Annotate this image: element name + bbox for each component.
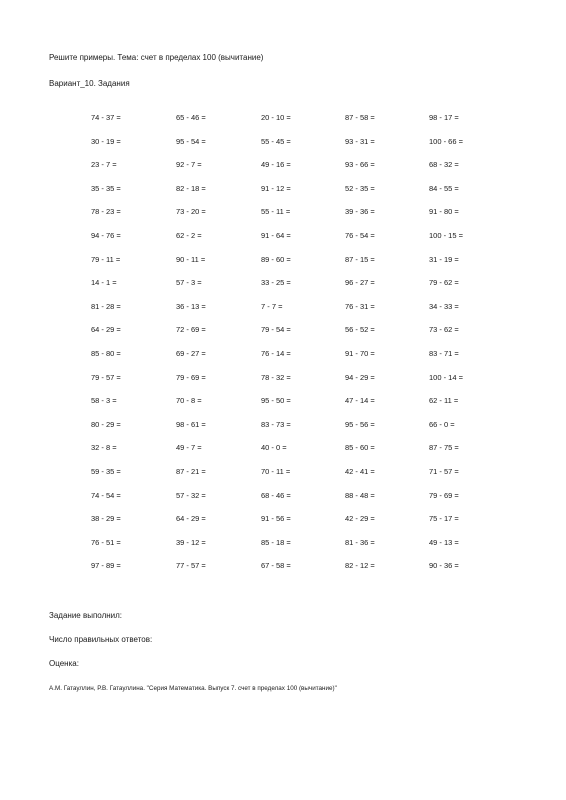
problem-cell: 39 - 36 = [345, 207, 375, 217]
variant-heading: Вариант_10. Задания [49, 79, 130, 88]
problem-cell: 89 - 60 = [261, 254, 291, 264]
problem-cell: 64 - 29 = [91, 325, 121, 335]
problem-cell: 39 - 12 = [176, 537, 206, 547]
problem-cell: 40 - 0 = [261, 443, 287, 453]
problem-cell: 38 - 29 = [91, 514, 121, 524]
problem-cell: 36 - 13 = [176, 301, 206, 311]
problem-cell: 85 - 60 = [345, 443, 375, 453]
problem-cell: 93 - 66 = [345, 160, 375, 170]
problem-cell: 56 - 52 = [345, 325, 375, 335]
problem-cell: 79 - 57 = [91, 372, 121, 382]
problem-cell: 91 - 64 = [261, 230, 291, 240]
problem-cell: 69 - 27 = [176, 348, 206, 358]
problem-cell: 92 - 7 = [176, 160, 202, 170]
problem-cell: 76 - 31 = [345, 301, 375, 311]
problem-cell: 90 - 36 = [429, 561, 459, 571]
problem-cell: 82 - 18 = [176, 183, 206, 193]
problem-cell: 77 - 57 = [176, 561, 206, 571]
problem-cell: 71 - 57 = [429, 466, 459, 476]
problem-cell: 95 - 50 = [261, 396, 291, 406]
problem-cell: 20 - 10 = [261, 113, 291, 122]
problem-cell: 55 - 11 = [261, 207, 291, 217]
problem-cell: 81 - 36 = [345, 537, 375, 547]
problem-cell: 84 - 55 = [429, 183, 459, 193]
problem-cell: 79 - 69 = [429, 490, 459, 500]
problem-cell: 91 - 70 = [345, 348, 375, 358]
problem-cell: 83 - 71 = [429, 348, 459, 358]
problem-cell: 78 - 32 = [261, 372, 291, 382]
problem-cell: 57 - 32 = [176, 490, 206, 500]
problem-cell: 66 - 0 = [429, 419, 455, 429]
problem-cell: 87 - 15 = [345, 254, 375, 264]
problem-cell: 100 - 66 = [429, 136, 463, 146]
completed-by-label: Задание выполнил: [49, 611, 123, 620]
problem-cell: 73 - 20 = [176, 207, 206, 217]
problem-cell: 98 - 61 = [176, 419, 206, 429]
problem-cell: 87 - 58 = [345, 113, 375, 122]
problem-cell: 81 - 28 = [91, 301, 121, 311]
problem-cell: 78 - 23 = [91, 207, 121, 217]
problem-cell: 65 - 46 = [176, 113, 206, 122]
problem-cell: 70 - 8 = [176, 396, 202, 406]
problem-cell: 76 - 14 = [261, 348, 291, 358]
problem-cell: 55 - 45 = [261, 136, 291, 146]
problem-grid [91, 113, 531, 585]
problem-cell: 76 - 51 = [91, 537, 121, 547]
problem-cell: 64 - 29 = [176, 514, 206, 524]
problem-cell: 62 - 2 = [176, 230, 202, 240]
problem-cell: 91 - 56 = [261, 514, 291, 524]
problem-cell: 52 - 35 = [345, 183, 375, 193]
problem-cell: 72 - 69 = [176, 325, 206, 335]
problem-cell: 83 - 73 = [261, 419, 291, 429]
problem-cell: 96 - 27 = [345, 278, 375, 288]
problem-cell: 33 - 25 = [261, 278, 291, 288]
problem-cell: 79 - 62 = [429, 278, 459, 288]
problem-cell: 82 - 12 = [345, 561, 375, 571]
problem-cell: 80 - 29 = [91, 419, 121, 429]
problem-cell: 87 - 75 = [429, 443, 459, 453]
problem-cell: 34 - 33 = [429, 301, 459, 311]
problem-cell: 23 - 7 = [91, 160, 117, 170]
problem-cell: 32 - 8 = [91, 443, 117, 453]
problem-cell: 74 - 54 = [91, 490, 121, 500]
problem-cell: 85 - 18 = [261, 537, 291, 547]
problem-cell: 91 - 12 = [261, 183, 291, 193]
problem-cell: 49 - 7 = [176, 443, 202, 453]
problem-cell: 58 - 3 = [91, 396, 117, 406]
problem-cell: 94 - 29 = [345, 372, 375, 382]
problem-cell: 7 - 7 = [261, 301, 283, 311]
problem-cell: 73 - 62 = [429, 325, 459, 335]
problem-cell: 62 - 11 = [429, 396, 459, 406]
problem-cell: 90 - 11 = [176, 254, 206, 264]
problem-cell: 30 - 19 = [91, 136, 121, 146]
problem-cell: 49 - 16 = [261, 160, 291, 170]
problem-cell: 87 - 21 = [176, 466, 206, 476]
problem-cell: 100 - 15 = [429, 230, 463, 240]
problem-cell: 76 - 54 = [345, 230, 375, 240]
source-citation: А.М. Гатауллин, Р.В. Гатауллина. "Серия Математика. Выпуск 7. счет в пределах 100 (вычитание)" [49, 685, 337, 692]
problem-cell: 67 - 58 = [261, 561, 291, 571]
problem-cell: 42 - 29 = [345, 514, 375, 524]
problem-cell: 74 - 37 = [91, 113, 121, 122]
problem-cell: 47 - 14 = [345, 396, 375, 406]
worksheet-title: Решите примеры. Тема: счет в пределах 100 (вычитание) [49, 53, 264, 62]
problem-cell: 79 - 54 = [261, 325, 291, 335]
problem-cell: 42 - 41 = [345, 466, 375, 476]
problem-cell: 98 - 17 = [429, 113, 459, 122]
problem-cell: 49 - 13 = [429, 537, 459, 547]
problem-cell: 85 - 80 = [91, 348, 121, 358]
problem-cell: 68 - 46 = [261, 490, 291, 500]
problem-cell: 79 - 69 = [176, 372, 206, 382]
problem-cell: 35 - 35 = [91, 183, 121, 193]
problem-cell: 94 - 76 = [91, 230, 121, 240]
problem-cell: 68 - 32 = [429, 160, 459, 170]
problem-cell: 95 - 56 = [345, 419, 375, 429]
problem-cell: 95 - 54 = [176, 136, 206, 146]
problem-cell: 79 - 11 = [91, 254, 121, 264]
problem-cell: 59 - 35 = [91, 466, 121, 476]
problem-cell: 75 - 17 = [429, 514, 459, 524]
problem-cell: 100 - 14 = [429, 372, 463, 382]
grade-label: Оценка: [49, 659, 79, 668]
problem-cell: 70 - 11 = [261, 466, 291, 476]
problem-cell: 14 - 1 = [91, 278, 117, 288]
problem-cell: 91 - 80 = [429, 207, 459, 217]
problem-cell: 93 - 31 = [345, 136, 375, 146]
problem-cell: 88 - 48 = [345, 490, 375, 500]
correct-count-label: Число правильных ответов: [49, 635, 153, 644]
problem-cell: 57 - 3 = [176, 278, 202, 288]
problem-cell: 31 - 19 = [429, 254, 459, 264]
problem-cell: 97 - 89 = [91, 561, 121, 571]
